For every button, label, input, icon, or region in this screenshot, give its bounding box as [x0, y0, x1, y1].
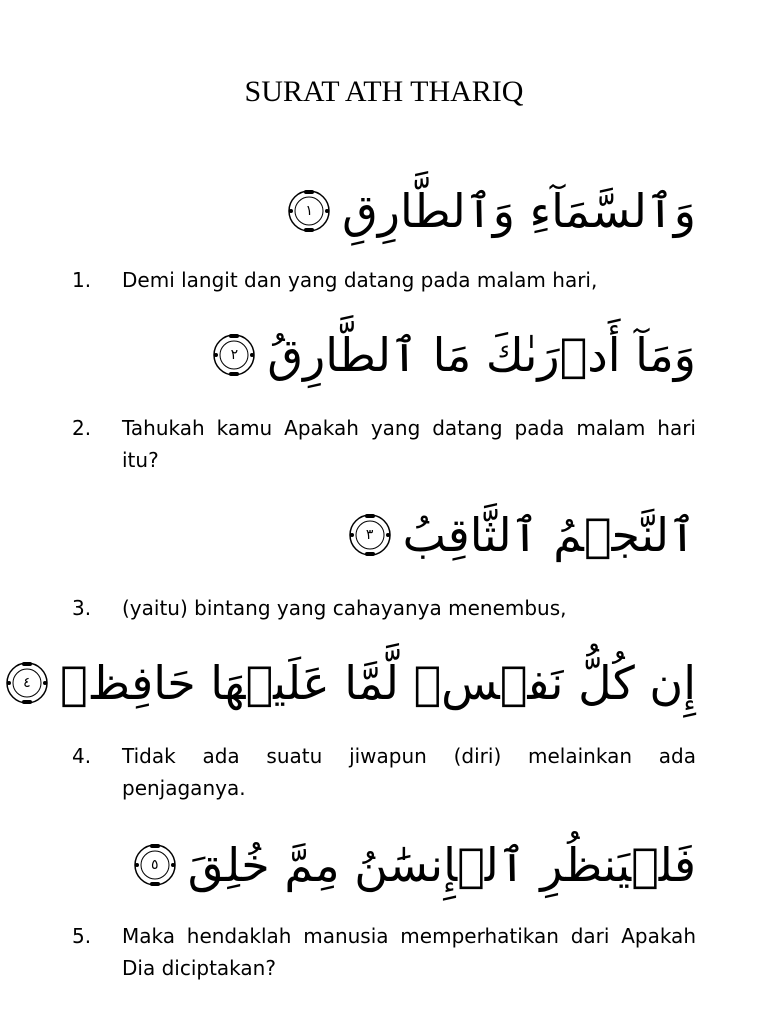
ayah-marker-icon [132, 842, 178, 888]
ayah-marker-icon [347, 512, 393, 558]
ayah-number: ٤ [23, 675, 31, 691]
ayah-number: ٣ [365, 527, 374, 543]
ayah-marker-icon [4, 660, 50, 706]
ayah-number: ٢ [230, 347, 239, 363]
ayah-number: ٥ [150, 857, 159, 873]
translation-number: 2. [72, 416, 92, 440]
arabic-verse-4 [4, 648, 696, 718]
translation-number: 5. [72, 924, 92, 948]
arabic-verse-1 [286, 176, 696, 246]
arabic-verse-5 [132, 830, 696, 900]
translation-number: 3. [72, 596, 92, 620]
arabic-text: وَمَآ أَدۡرَىٰكَ مَا ٱلطَّارِقُ [267, 328, 696, 382]
translation-number: 4. [72, 744, 92, 768]
translation-4 [72, 740, 696, 804]
translation-text: Maka hendaklah manusia memperhatikan dari Apakah Dia diciptakan? [122, 924, 696, 980]
translation-text: Demi langit dan yang datang pada malam hari, [122, 268, 598, 292]
translation-number: 1. [72, 268, 92, 292]
translation-3 [72, 592, 696, 624]
translation-text: (yaitu) bintang yang cahayanya menembus, [122, 596, 567, 620]
arabic-verse-3 [347, 500, 696, 570]
translation-1 [72, 264, 696, 296]
translation-2 [72, 412, 696, 476]
ayah-marker-icon [211, 332, 257, 378]
translation-text: Tidak ada suatu jiwapun (diri) melainkan ada penjaganya. [122, 744, 696, 800]
translation-text: Tahukah kamu Apakah yang datang pada malam hari itu? [122, 416, 696, 472]
arabic-verse-2 [211, 320, 696, 390]
arabic-text: إِن كُلُّ نَفۡسٖ لَّمَّا عَلَيۡهَا حَافِظٞ [59, 656, 696, 710]
translation-5 [72, 920, 696, 984]
arabic-text: فَلۡيَنظُرِ ٱلۡإِنسَٰنُ مِمَّ خُلِقَ [187, 838, 696, 892]
arabic-text: ٱلنَّجۡمُ ٱلثَّاقِبُ [402, 508, 696, 562]
page-title: SURAT ATH THARIQ [244, 75, 524, 108]
arabic-text: وَٱلسَّمَآءِ وَٱلطَّارِقِ [342, 184, 696, 238]
ayah-marker-icon [286, 188, 332, 234]
ayah-number: ١ [305, 203, 313, 219]
